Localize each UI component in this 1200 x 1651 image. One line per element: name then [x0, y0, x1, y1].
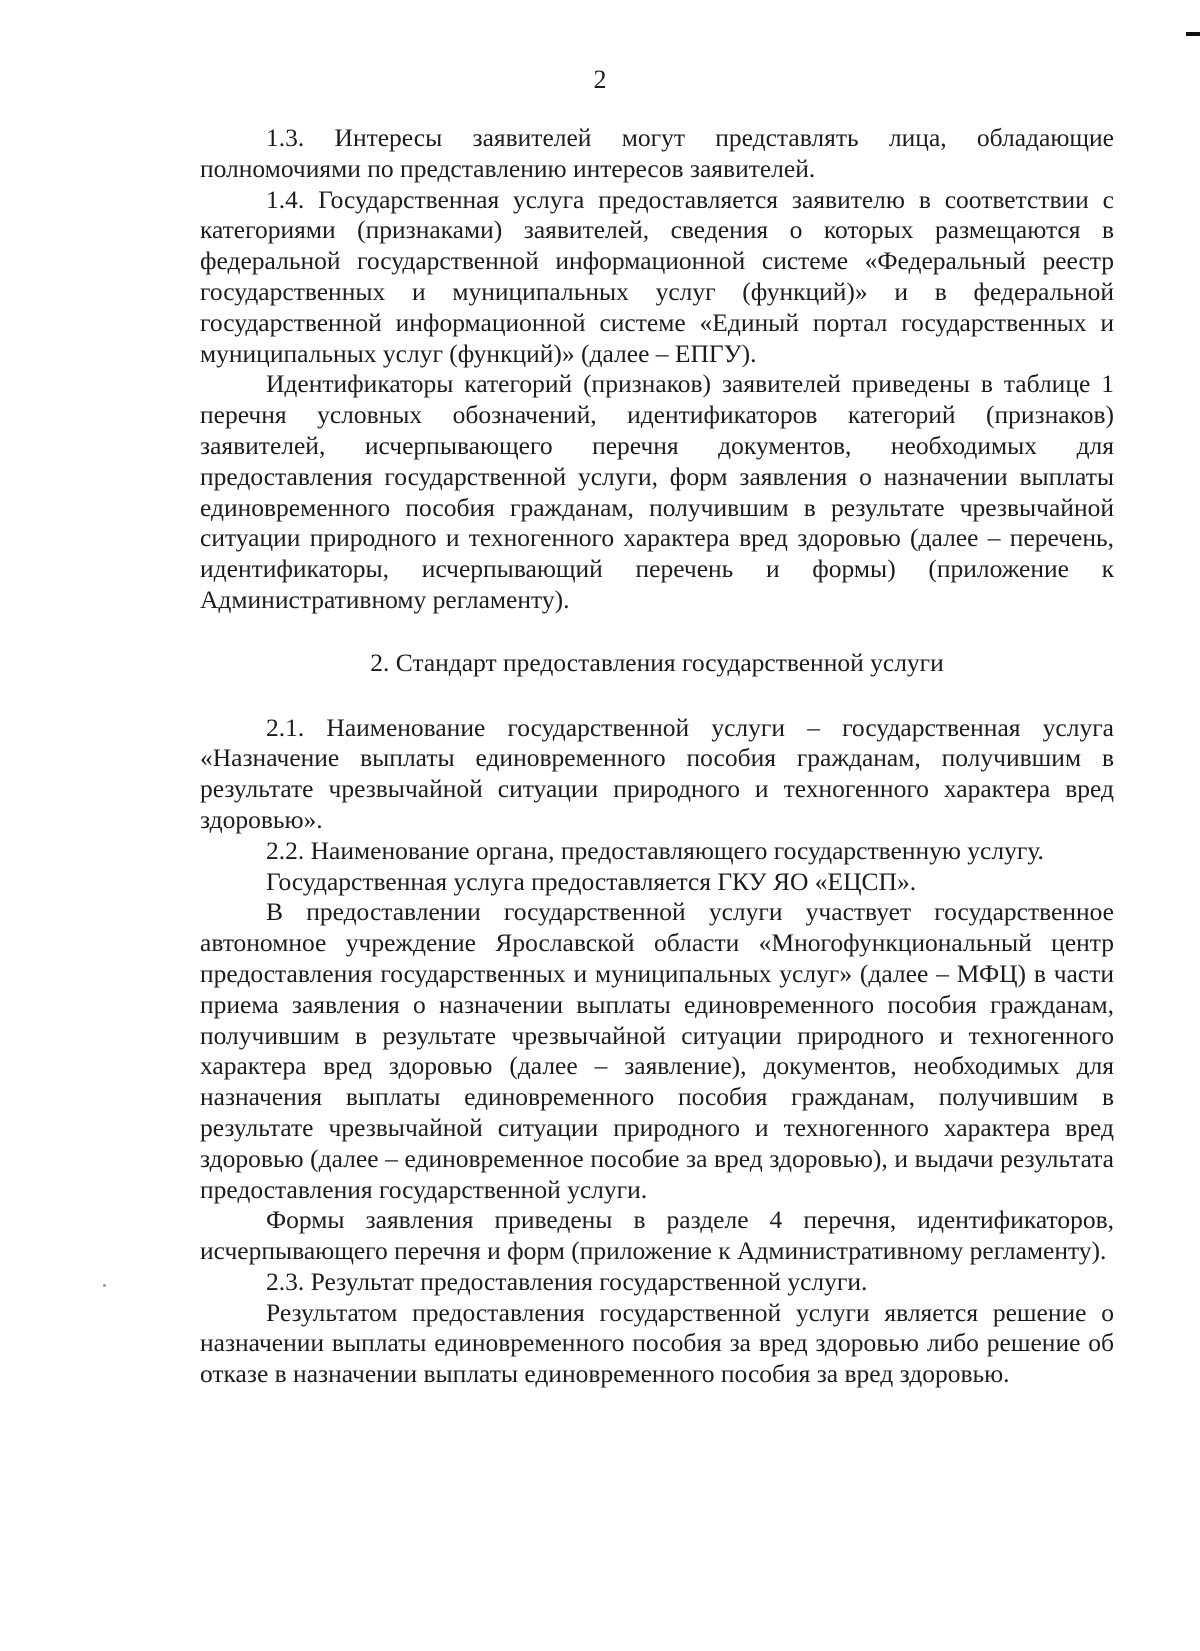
paragraph-identifiers: Идентификаторы категорий (признаков) заявителей приведены в таблице 1 перечня условных обозначений, идентификаторов категорий (признаков) заявителей, исчерпывающего перечня документов, необходимых для предоставления государственной услуги, форм заявления о назначении выплаты единовременного пособия гражданам, получившим в результате чрезвычайной ситуации природного и техногенного характера вред здоровью (далее – перечень, идентификаторы, исчерпывающий перечень и формы) (приложение к Административному регламенту). [200, 369, 1114, 614]
paragraph-1-3: 1.3. Интересы заявителей могут представлять лица, обладающие полномочиями по представлению интересов заявителей. [200, 123, 1114, 183]
paragraph-2-2: 2.2. Наименование органа, предоставляющего государственную услугу. [266, 835, 1044, 865]
paragraph-2-1: 2.1. Наименование государственной услуги – государственная услуга «Назначение выплаты единовременного пособия гражданам, получившим в результате чрезвычайной ситуации природного и техногенного характера вред здоровью». [200, 712, 1114, 834]
document-body [200, 123, 1114, 1390]
scan-edge-mark [1186, 32, 1200, 36]
scan-speck [103, 1284, 106, 1287]
paragraph-mfc: В предоставлении государственной услуги участвует государственное автономное учреждение Ярославской области «Многофункциональный центр предоставления государственных и муниципальных услуг» (далее – МФЦ) в части приема заявления о назначении выплаты единовременного пособия гражданам, получившим в результате чрезвычайной ситуации природного и техногенного характера вред здоровью (далее – заявление), документов, необходимых для назначения выплаты единовременного пособия гражданам, получившим в результате чрезвычайной ситуации природного и техногенного характера вред здоровью (далее – единовременное пособие за вред здоровью), и выдачи результата предоставления государственной услуги. [200, 897, 1114, 1204]
paragraph-2-3: 2.3. Результат предоставления государственной услуги. [266, 1266, 868, 1296]
page-number: 2 [593, 65, 607, 94]
section-heading: 2. Стандарт предоставления государственной услуги [370, 647, 944, 677]
paragraph-forms: Формы заявления приведены в разделе 4 перечня, идентификаторов, исчерпывающего перечня и форм (приложение к Административному регламенту). [200, 1205, 1114, 1266]
paragraph-result: Результатом предоставления государственной услуги является решение о назначении выплаты единовременного пособия за вред здоровью либо решение об отказе в назначении выплаты единовременного пособия за вред здоровью. [200, 1297, 1114, 1389]
paragraph-1-4: 1.4. Государственная услуга предоставляется заявителю в соответствии с категориями (признаками) заявителей, сведения о которых размещаются в федеральной государственной информационной системе «Федеральный реестр государственных и муниципальных услуг (функций)» и в федеральной государственной информационной системе «Единый портал государственных и муниципальных услуг (функций)» (далее – ЕПГУ). [200, 184, 1114, 368]
paragraph-provider: Государственная услуга предоставляется ГКУ ЯО «ЕЦСП». [266, 866, 917, 896]
